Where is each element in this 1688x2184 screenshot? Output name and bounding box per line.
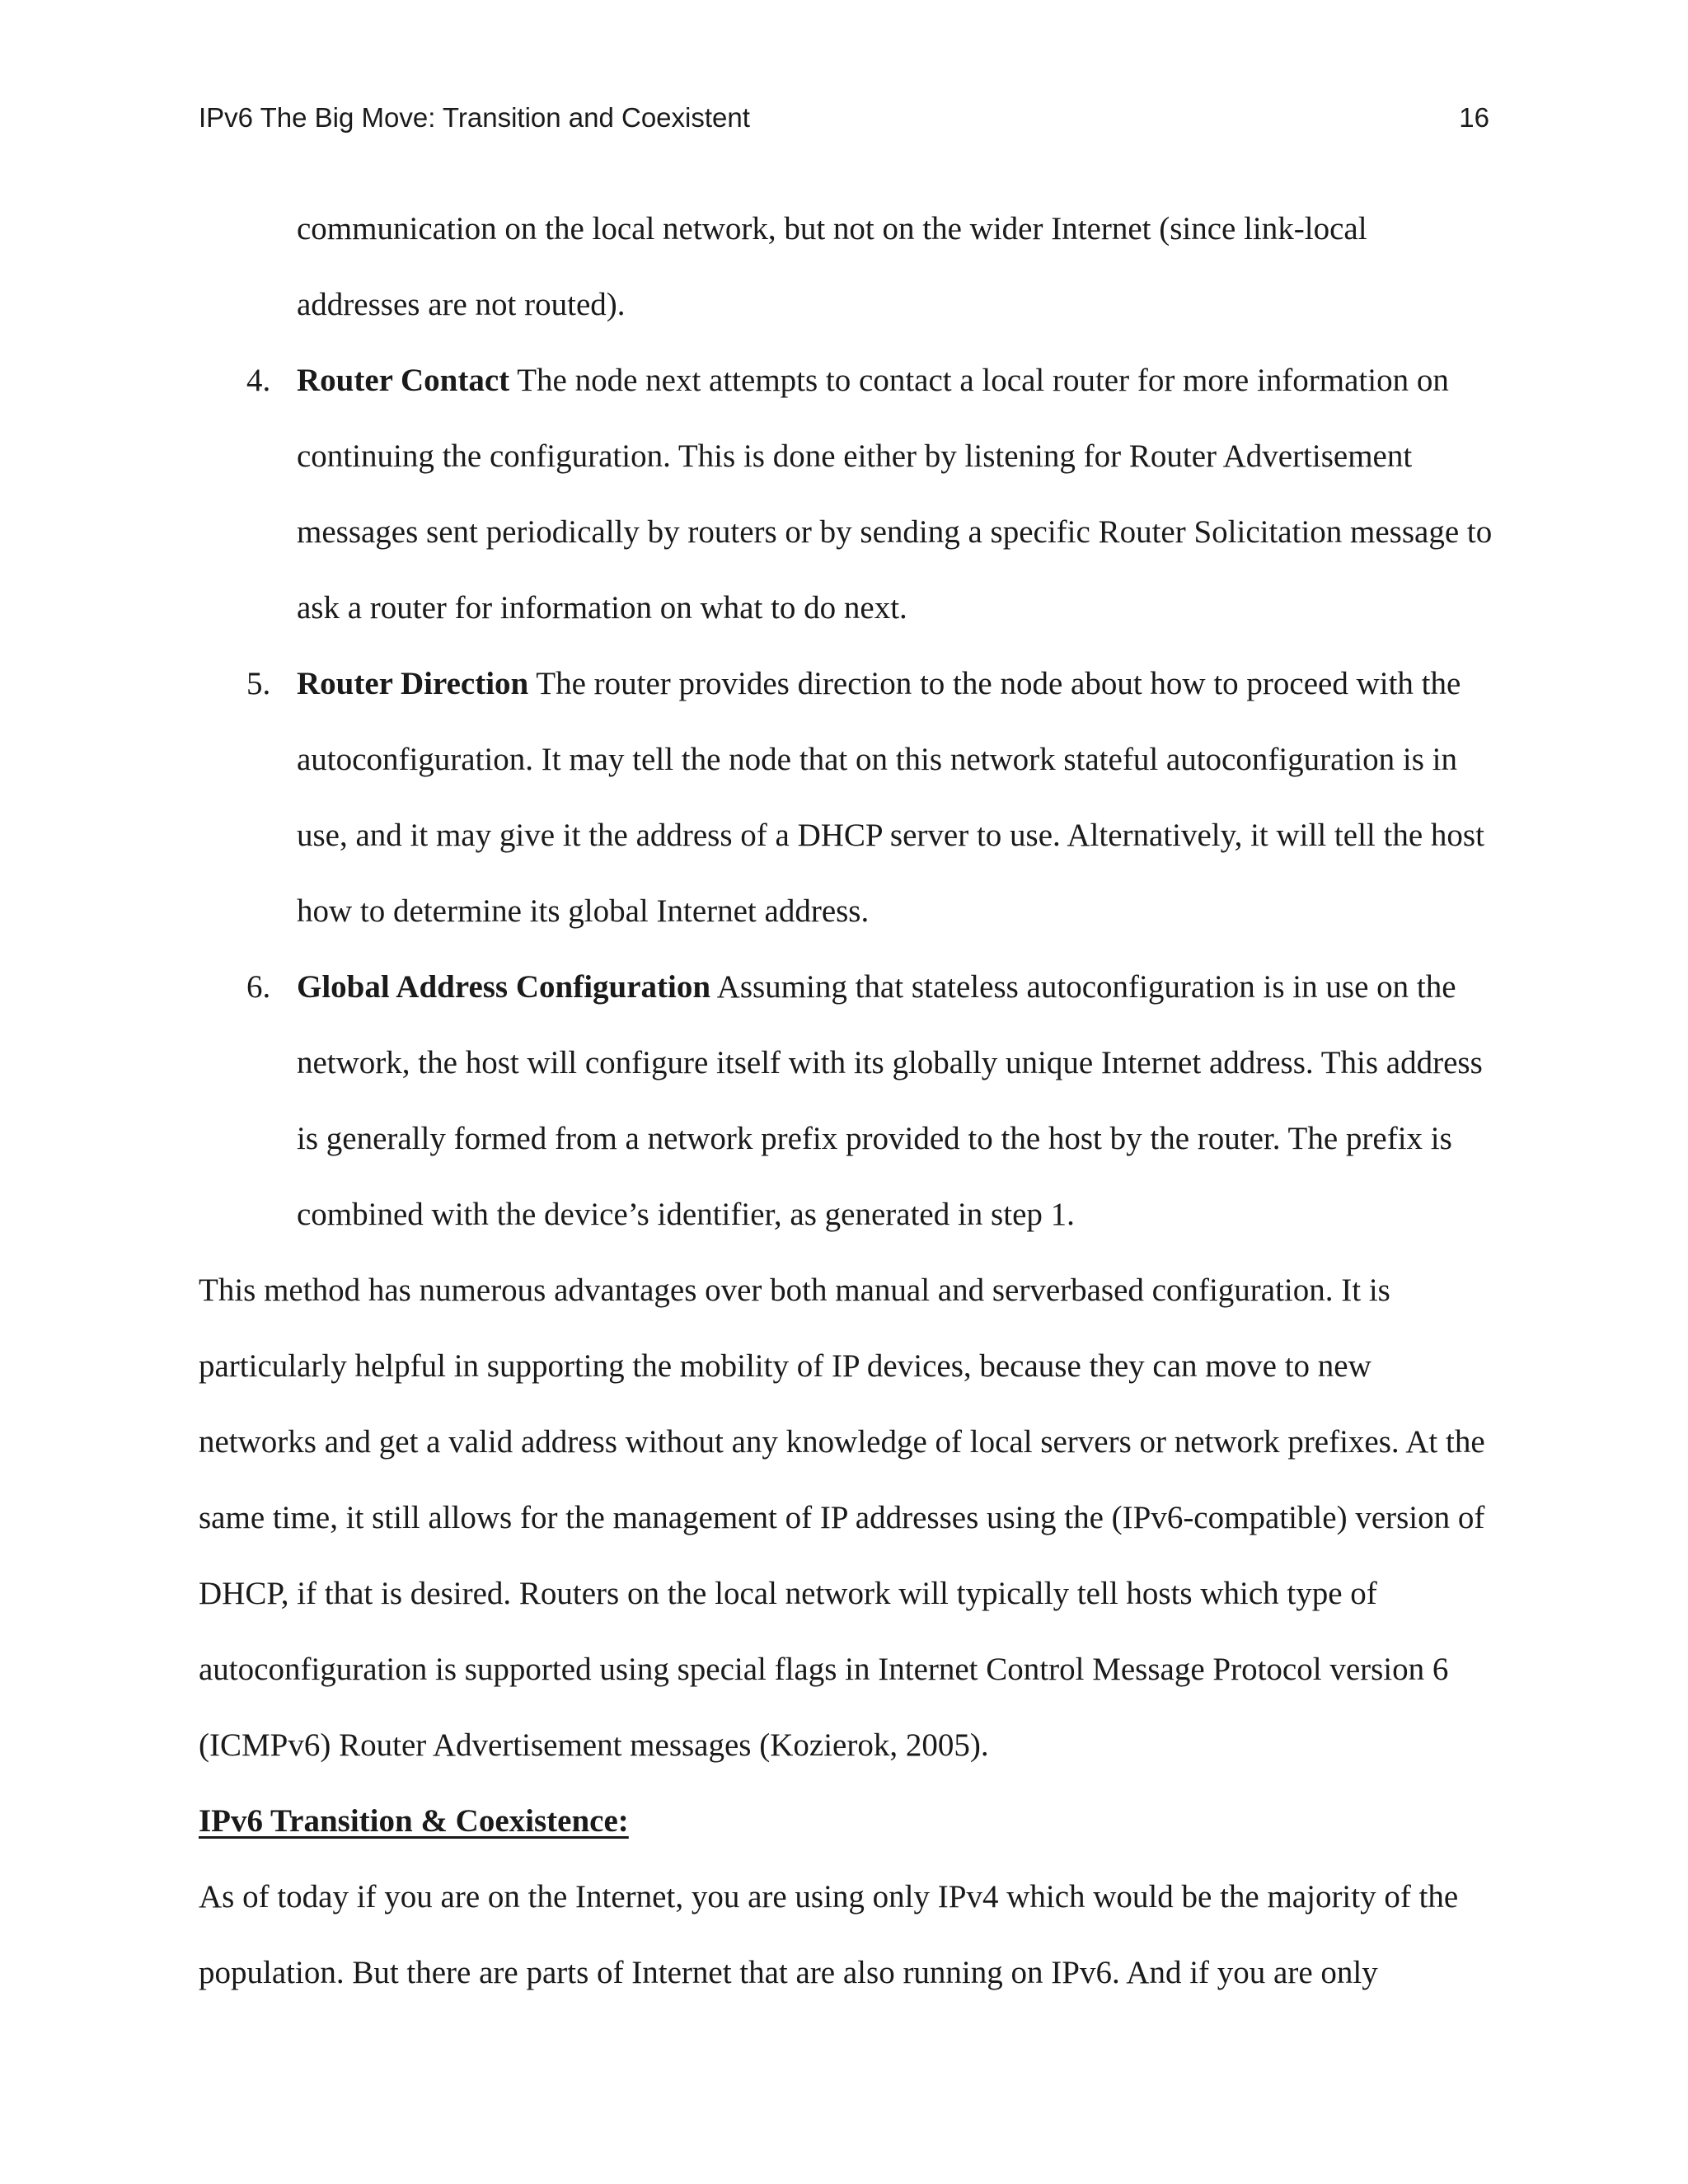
step-number: 6.	[246, 969, 271, 1005]
step-number: 5.	[246, 666, 271, 701]
step-title: Global Address Configuration	[297, 969, 711, 1005]
list-item-step-6	[199, 949, 1497, 1253]
running-title: IPv6 The Big Move: Transition and Coexistent	[199, 102, 750, 133]
body-text	[199, 191, 1497, 2011]
page-number: 16	[1459, 102, 1489, 133]
step-text: The node next attempts to contact a local router for more information on continuing the configuration. This is done either by listening for Router Advertisement messages sent periodically by routers or by sending a specific Router Solicitation message to ask a router for information on what to do next.	[297, 363, 1493, 626]
step-title: Router Direction	[297, 666, 529, 701]
continuation-paragraph: communication on the local network, but not on the wider Internet (since link-local addresses are not routed).	[297, 211, 1367, 322]
step-title: Router Contact	[297, 363, 510, 398]
running-header	[199, 97, 1489, 138]
step-number: 4.	[246, 363, 271, 398]
autoconfiguration-steps-list	[199, 343, 1497, 1253]
advantages-paragraph: This method has numerous advantages over both manual and serverbased configuration. It is particularly helpful in supporting the mobility of IP devices, because they can move to new networks and get a valid address without any knowledge of local servers or network prefixes. At the same time, it still allows for the management of IP addresses using the (IPv6-compatible) version of DHCP, if that is desired. Routers on the local network will typically tell hosts which type of autoconfiguration is supported using special flags in Internet Control Message Protocol version 6 (ICMPv6) Router Advertisement messages (Kozierok, 2005).	[199, 1272, 1485, 1763]
list-item-step-4	[199, 343, 1497, 646]
step-text: The router provides direction to the node about how to proceed with the autoconfiguration. It may tell the node that on this network stateful autoconfiguration is in use, and it may give it the address of a DHCP server to use. Alternatively, it will tell the host how to determine its global Internet address.	[297, 666, 1484, 929]
step-text: Assuming that stateless autoconfiguration is in use on the network, the host will configure itself with its globally unique Internet address. This address is generally formed from a network prefix provided to the host by the router. The prefix is combined with the device’s identifier, as generated in step 1.	[297, 969, 1483, 1232]
section-heading: IPv6 Transition & Coexistence:	[199, 1803, 629, 1839]
list-item-step-5	[199, 646, 1497, 949]
transition-paragraph: As of today if you are on the Internet, you are using only IPv4 which would be the majority of the population. But there are parts of Internet that are also running on IPv6. And if you are only	[199, 1879, 1459, 1990]
